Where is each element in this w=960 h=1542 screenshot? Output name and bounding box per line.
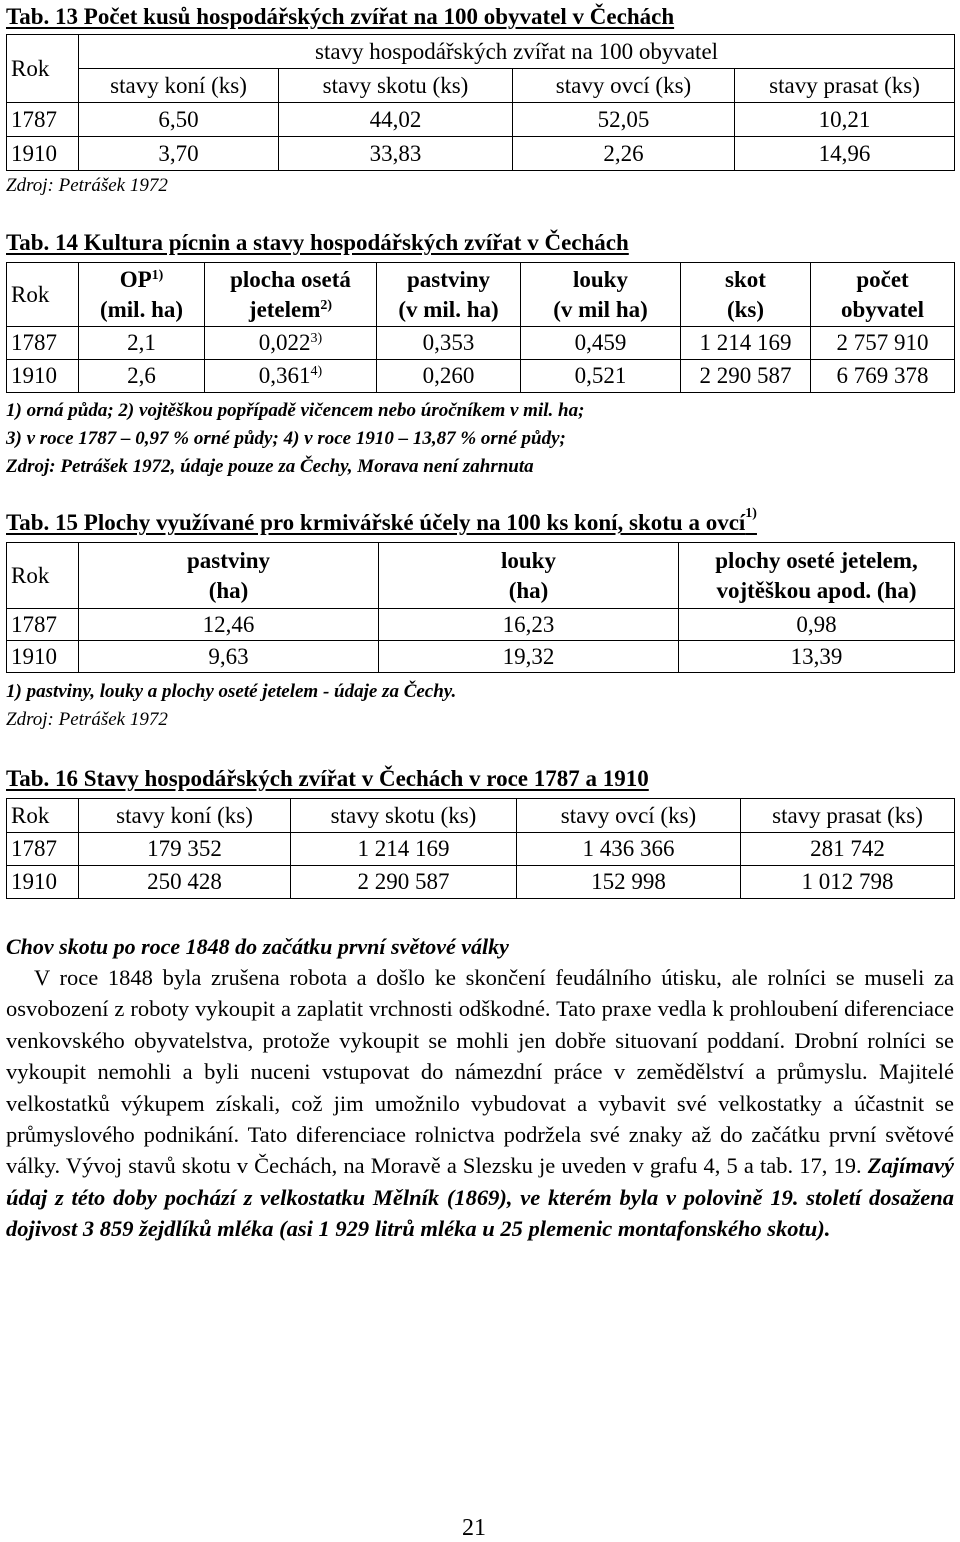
column-header: stavy koní (ks) [79,799,291,833]
column-header-skot: skot (ks) [681,263,811,327]
tab14-table [6,262,955,393]
table-cell: 9,63 [79,641,379,673]
table-cell: 44,02 [279,103,513,137]
column-header: stavy ovcí (ks) [517,799,741,833]
column-header: stavy skotu (ks) [279,69,513,103]
table-cell: 1 436 366 [517,833,741,866]
row-year: 1910 [7,641,79,673]
table-row [7,360,955,393]
paragraph-emphasis: Zajímavý údaj z této doby pochází z velkostatku Mělník (1869), ve kterém byla v polovině 19. století dosažena dojivost 3 859 žejdlíků mléka (asi 1 929 litrů mléka u 25 plemenic montafonského skotu). [6,1153,955,1242]
tab16-table [6,798,955,899]
rok-header: Rok [7,35,79,103]
table-cell: 6 769 378 [811,360,955,393]
table-cell: 0,521 [521,360,681,393]
row-year: 1787 [7,103,79,137]
page-number: 21 [462,1515,486,1541]
table-cell: 250 428 [79,866,291,899]
row-year: 1787 [7,609,79,641]
tab13-title: Tab. 13 Počet kusů hospodářských zvířat na 100 obyvatel v Čechách [6,4,675,29]
tab13-table [6,34,955,171]
table-row [7,866,955,899]
table-cell: 0,022$^{3)}$ [205,327,377,360]
table-cell: 2 290 587 [291,866,517,899]
tab15-table [6,542,955,673]
table-cell: 1 214 169 [291,833,517,866]
column-header: stavy ovcí (ks) [513,69,735,103]
table-cell: 0,260 [377,360,521,393]
column-header-plocha: plocha osetá jetelem$^{2)}$ [205,263,377,327]
table-cell: 2,1 [79,327,205,360]
table-cell: 52,05 [513,103,735,137]
paragraph-text: V roce 1848 byla zrušena robota a došlo ke skončení feudálního útisku, ale rolníci se museli za osvobození z roboty vykoupit a zaplatit vrchnosti odškodné. Tato praxe vedla k prohloubení diferenciace venkovského obyvatelstva, protože vykoupit se mohli jen dobře situovaní poddaní. Drobní rolníci se vykoupit nemohli a byli nuceni vstupovat do námezdní práce v zemědělství a průmyslu. Majitelé velkostatků výkupem získali, což jim umožnilo vybudovat a vybavit své velkostatky a účastnit se průmyslového podnikání. Tato diferenciace rolnictva podržela své znaky až do začátku první světové války. Vývoj stavů skotu v Čechách, na Moravě a Slezsku je uveden v grafu 4, 5 a tab. 17, 19. [6,965,954,1179]
table-row [7,641,955,673]
table-row [7,137,955,171]
table-cell: 6,50 [79,103,279,137]
tab14-note-2: 3) v roce 1787 – 0,97 % orné půdy; 4) v roce 1910 – 13,87 % orné půdy; [6,428,566,449]
tab15-source: Zdroj: Petrášek 1972 [6,709,168,730]
tab16-title: Tab. 16 Stavy hospodářských zvířat v Čechách v roce 1787 a 1910 [6,766,649,791]
row-year: 1910 [7,866,79,899]
column-header-pastviny: pastviny (v mil. ha) [377,263,521,327]
rok-header: Rok [7,263,79,327]
table-cell: 2 757 910 [811,327,955,360]
tab15-note: 1) pastviny, louky a plochy oseté jetelem - údaje za Čechy. [6,681,457,702]
tab13-source: Zdroj: Petrášek 1972 [6,175,168,196]
table-cell: 14,96 [735,137,955,171]
table-cell: 33,83 [279,137,513,171]
table-row [7,103,955,137]
table-cell: 0,98 [679,609,955,641]
row-year: 1910 [7,360,79,393]
table-row [7,609,955,641]
table-cell: 0,459 [521,327,681,360]
tab14-note-1: 1) orná půda; 2) vojtěškou popřípadě vičencem nebo úročníkem v mil. ha; [6,400,585,421]
column-header-plochy: plochy oseté jetelem, vojtěškou apod. (ha) [679,543,955,609]
section-title: Chov skotu po roce 1848 do začátku první světové války [6,934,509,959]
table-cell: 0,361$^{4)}$ [205,360,377,393]
column-header: stavy prasat (ks) [735,69,955,103]
column-header-louky: louky (v mil ha) [521,263,681,327]
table-cell: 281 742 [741,833,955,866]
table-cell: 16,23 [379,609,679,641]
table-row [7,833,955,866]
table-cell: 10,21 [735,103,955,137]
column-header-louky: louky (ha) [379,543,679,609]
row-year: 1910 [7,137,79,171]
tab15-title: Tab. 15 Plochy využívané pro krmivářské účely na 100 ks koní, skotu a ovcí$^{1)}$ [6,506,757,535]
table-cell: 3,70 [79,137,279,171]
tab14-title: Tab. 14 Kultura pícnin a stavy hospodářských zvířat v Čechách [6,230,629,255]
table-cell: 13,39 [679,641,955,673]
group-header: stavy hospodářských zvířat na 100 obyvatel [79,35,955,69]
column-header-op: OP$^{1)}$ (mil. ha) [79,263,205,327]
section-paragraph [6,962,954,1245]
table-cell: 1 012 798 [741,866,955,899]
row-year: 1787 [7,327,79,360]
row-year: 1787 [7,833,79,866]
table-cell: 12,46 [79,609,379,641]
column-header-pocet: počet obyvatel [811,263,955,327]
table-cell: 2 290 587 [681,360,811,393]
rok-header: Rok [7,543,79,609]
column-header: stavy prasat (ks) [741,799,955,833]
table-row [7,327,955,360]
column-header: stavy koní (ks) [79,69,279,103]
table-cell: 2,6 [79,360,205,393]
table-cell: 2,26 [513,137,735,171]
column-header: stavy skotu (ks) [291,799,517,833]
tab14-source: Zdroj: Petrášek 1972, údaje pouze za Čechy, Morava není zahrnuta [6,456,534,477]
table-cell: 0,353 [377,327,521,360]
table-cell: 152 998 [517,866,741,899]
table-cell: 19,32 [379,641,679,673]
table-cell: 179 352 [79,833,291,866]
column-header-pastviny: pastviny (ha) [79,543,379,609]
table-cell: 1 214 169 [681,327,811,360]
rok-header: Rok [7,799,79,833]
